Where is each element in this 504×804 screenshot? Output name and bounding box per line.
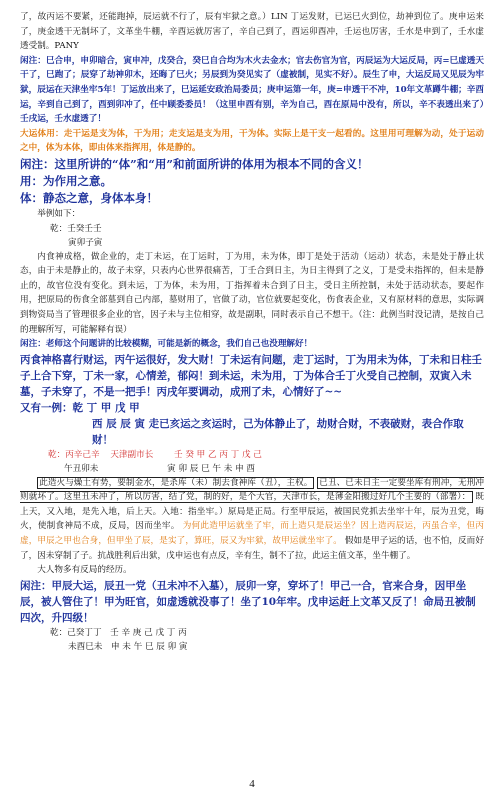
paragraph-example-2-end: 假如是甲子运的话，也不怕，反而好了，因未穿制了子。抗战胜利后出狱，戊申运也有点反，辛有生，制不了拉，此运主值文革，坐牛棚了。 (20, 536, 484, 561)
chart-1-branches: 寅卯子寅 (68, 237, 103, 248)
chart-2-title: 天津副市长 (110, 449, 154, 460)
chart-2-natal-branches: 午丑卯未 (64, 463, 99, 474)
annotation-note-4: 闲注：甲辰大运，辰丑一党（丑未冲不入墓），辰卯一穿，穿坏了！甲己一合，官来合身，因甲坐辰，被人管住了！甲为旺官，如虚透就没事了！坐了10年牢。戊申运赶上文革又反了！命局丑被制四次，升四级！ (20, 579, 476, 624)
annotation-note-1: 闲注：巳合申，申卯暗合，寅申冲，戊癸合，癸巳自合均为木火去金水；官去伤官为官，丙辰运为大运反局，丙=巳虚透天干了，巳跑了；辰穿了劫神卯木，还晦了巳火；另辰到为癸见实了（虚被制，见实不好）。辰生了申，大运反局又见辰为牢狱，辰运在天津坐牢5年！丁运放出来了，巳运延安政治局委员；庚申运第一年，庚=申透干不冲，10年文革蹲牛棚；辛酉运，辛到自己到了，酉到卯冲了，任中顾委委员！（这里申酉有别，辛为自己，酉在原局中没有，所以，辛不表透出来了）壬戌运，壬水虚透了！ (20, 55, 484, 125)
chart-2-stems-row (20, 448, 484, 462)
annotation-note-2: 闲注：老师这个问题讲的比较模糊，可能是新的概念，我们自己也没理解好！ (20, 339, 313, 350)
document-page (20, 10, 484, 654)
paragraph-conclusion: 大人物多有反局的经历。 (37, 565, 132, 576)
highlight-comparison: 为何此造甲运就坐了牢，而上造只是辰运坐？因上造丙辰运，丙虽合辛，但丙虚，甲辰之甲也合身，但甲坐了辰，是实了，算旺，辰又为牢狱，故甲运就坐牢了。 (20, 521, 484, 547)
paragraph-example-1: 内食神成格，做企业的，走丁未运，在丁运时，丁为用，未为体，即丁是处于活动（运动）状态，未是处于静止状态，由于未是静止的，故子未穿，只表内心世界很痛苦，丁壬合到日主，为日主得到了之义，丁是受未指挥的，但未是静止的，故官位没有变化。到未运，丁为体，未为用，丁指挥着未合到了日主，受日主所控制，未处于活动状态，要起作用，把原局的伤食全部墓到自己内部，墓财用了，官做了动，官位就要起变化，伤食表企业，又有原材料的意思，实际调到物资局当了管理很多企业的官，因子未与主位相穿，故是副职，同时表示自己不想干。（注：此例当时没记清，是按自己的理解所写，可能解释有误） (20, 251, 484, 335)
chart-2-branches-row (20, 462, 484, 476)
boxed-text-2: 已丑、已未日主一定要坐库有刑冲，无刑冲则就坏了。这里丑未冲了，所以厉害，结了党，制的好，是个大官，天津市长，是薄金阳搬过好几个主要的（部署）： (20, 477, 484, 503)
paragraph-intro: 了，故丙运不要紧，还能跑掉，辰运就不行了，辰有牢狱之意。）LIN 丁运发财，已运巳火到位，劫神到位了。庚申运来了，庚金透干无制坏了，文革坐牛棚，辛酉运就厉害了，辛自己到了，酉运卯酉冲，壬运也厉害，壬水是申到了，壬水虚透受制。PANY (20, 12, 484, 52)
paragraph-example-2-cont: 既上天，又入地，是先入地，后上天。入地：指坐牢。）原局是正局。行至甲辰运，被国民党抓去坐牢十年，辰为丑党，晦火，使制食神局不成，反局，因而坐牢。 (20, 492, 485, 532)
chart-3-branches: 未酉巳未 申 未 午 巳 辰 卯 寅 (68, 641, 188, 652)
chart-1-stems: 乾：壬癸壬壬 (50, 223, 102, 234)
annotation-example-2-branches: 西 辰 辰 寅 走已亥运之亥运时，己为体静止了，劫财合财，不表破财，表合作取财！ (92, 417, 464, 446)
chart-2-dayun-stems: 壬 癸 甲 乙 丙 丁 戊 己 (174, 449, 262, 460)
heading-ti-definition: 体：静态之意，身体本身！ (20, 190, 158, 205)
boxed-text-1: 此造火与燥土有势，要制金水，是杀库（未）制去食神库（丑），主权。 (39, 477, 313, 488)
chart-3-stems: 乾：己癸丁丁 壬 辛 庚 己 戊 丁 丙 (50, 627, 187, 638)
annotation-note-3: 丙食神格喜行财运，丙午运很好，发大财！丁未运有问题，走丁运时，丁为用未为体，丁未和日柱壬子上合下穿，丁未一家，心情差，郁闷！到未运，未为用，丁为体合壬丁火受自己控制，双寅入未墓，子未穿了，不是一把手！丙戌年要调动，成刑了未，心情好了~~ (20, 353, 482, 398)
heading-tiyong-note: 闲注：这里所讲的“体”和“用”和前面所讲的体用为根本不同的含义！ (20, 156, 369, 171)
example-intro: 举例如下： (37, 208, 81, 219)
highlight-daiyun-tiyong: 大运体用：走干运是支为体，干为用；走支运是支为用，干为体。实际上是干支一起看的。这里用可理解为动，处于运动之中，体为本体，即由体来指挥用，体是静的。 (20, 128, 484, 154)
page-number: 4 (249, 778, 255, 790)
chart-2-label: 乾：丙辛己辛 (48, 449, 100, 460)
paragraph-example-2 (20, 476, 484, 564)
chart-2-dayun-branches: 寅 卯 辰 巳 午 未 申 酉 (167, 463, 255, 474)
heading-yong-definition: 用：为作用之意。 (20, 173, 112, 188)
annotation-example-2-stems: 又有一例：乾 丁 甲 戊 甲 (20, 401, 140, 414)
